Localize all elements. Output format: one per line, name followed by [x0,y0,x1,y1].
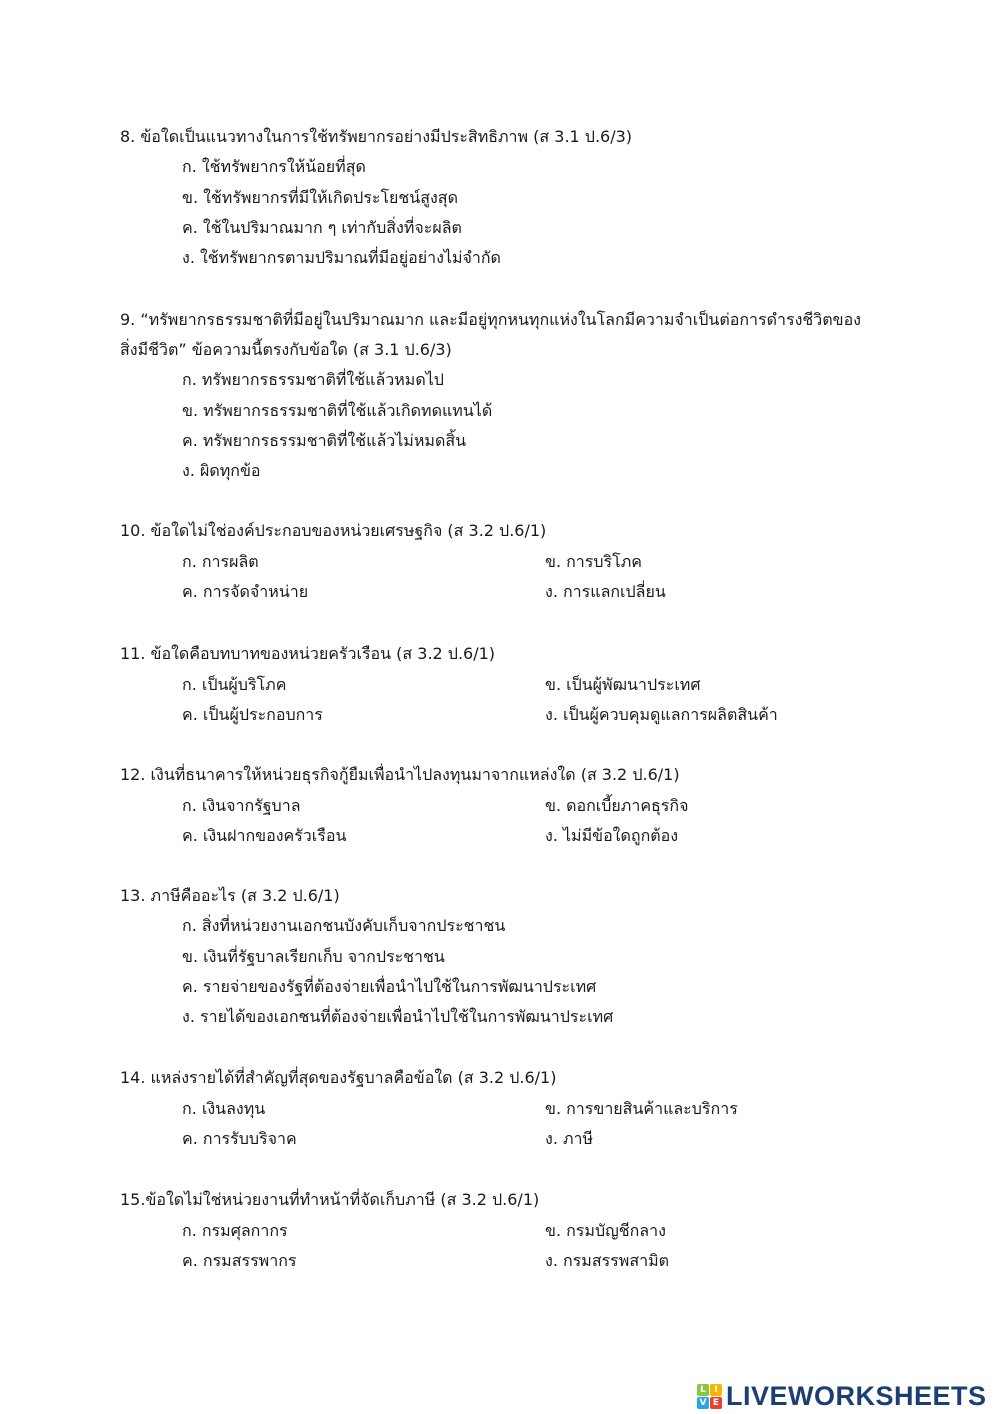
question-text: 10. ข้อใดไม่ใช่องค์ประกอบของหน่วยเศรษฐกิจ (ส 3.2 ป.6/1) [120,521,547,540]
question-text: 14. แหล่งรายได้ที่สำคัญที่สุดของรัฐบาลคือข้อใด (ส 3.2 ป.6/1) [120,1068,557,1087]
question-text: 11. ข้อใดคือบทบาทของหน่วยครัวเรือน (ส 3.2 ป.6/1) [120,644,496,663]
question-text: 13. ภาษีคืออะไร (ส 3.2 ป.6/1) [120,886,340,905]
answer-option: ค. เงินฝากของครัวเรือน [182,826,347,845]
answer-option: ง. รายได้ของเอกชนที่ต้องจ่ายเพื่อนำไปใช้ในการพัฒนาประเทศ [182,1007,614,1027]
answer-option: ก. สิ่งที่หน่วยงานเอกชนบังคับเก็บจากประชาชน [182,916,506,936]
liveworksheets-logo [697,1381,987,1412]
answer-option: ข. กรมบัญชีกลาง [545,1220,666,1240]
answer-option: ง. การแลกเปลี่ยน [545,582,666,601]
answer-option: ก. ใช้ทรัพยากรให้น้อยที่สุด [182,157,366,177]
answer-option: ง. ผิดทุกข้อ [182,461,261,481]
answer-option: ก. การผลิต [182,551,259,571]
badge-letter: I [710,1384,722,1396]
answer-option: ก. กรมศุลกากร [182,1220,288,1240]
answer-option: ก. เป็นผู้บริโภค [182,674,287,694]
question-text: 8. ข้อใดเป็นแนวทางในการใช้ทรัพยากรอย่างมีประสิทธิภาพ (ส 3.1 ป.6/3) [120,127,633,146]
question-text: 15.ข้อใดไม่ใช่หน่วยงานที่ทำหน้าที่จัดเก็บภาษี (ส 3.2 ป.6/1) [120,1190,540,1209]
answer-option: ค. การรับบริจาค [182,1129,297,1148]
answer-option: ค. กรมสรรพากร [182,1251,297,1270]
answer-option: ง. ภาษี [545,1129,594,1148]
question-text: 9. “ทรัพยากรธรรมชาติที่มีอยู่ในปริมาณมาก และมีอยู่ทุกหนทุกแห่งในโลกมีความจำเป็นต่อการดำรงชีวิตของ [120,310,861,329]
badge-letter: E [710,1397,722,1409]
answer-option: ข. เงินที่รัฐบาลเรียกเก็บ จากประชาชน [182,946,445,966]
answer-option: ง. กรมสรรพสามิต [545,1251,669,1270]
answer-option: ข. ดอกเบี้ยภาคธุรกิจ [545,795,689,815]
answer-option: ข. ทรัพยากรธรรมชาติที่ใช้แล้วเกิดทดแทนได้ [182,400,493,420]
answer-option: ค. รายจ่ายของรัฐที่ต้องจ่ายเพื่อนำไปใช้ในการพัฒนาประเทศ [182,976,597,996]
answer-option: ค. การจัดจำหน่าย [182,582,309,601]
answer-option: ข. การขายสินค้าและบริการ [545,1098,738,1118]
logo-text: LIVEWORKSHEETS [726,1381,987,1411]
answer-option: ค. ทรัพยากรธรรมชาติที่ใช้แล้วไม่หมดสิ้น [182,430,467,450]
live-badge-icon [697,1384,722,1409]
answer-option: ก. เงินลงทุน [182,1098,266,1118]
answer-option: ง. ใช้ทรัพยากรตามปริมาณที่มีอยู่อย่างไม่จำกัด [182,248,501,268]
question-text-continued: สิ่งมีชีวิต” ข้อความนี้ตรงกับข้อใด (ส 3.1 ป.6/3) [120,340,452,359]
answer-option: ข. ใช้ทรัพยากรที่มีให้เกิดประโยชน์สูงสุด [182,187,458,207]
answer-option: ข. เป็นผู้พัฒนาประเทศ [545,674,701,694]
answer-option: ค. ใช้ในปริมาณมาก ๆ เท่ากับสิ่งที่จะผลิต [182,217,462,237]
answer-option: ง. ไม่มีข้อใดถูกต้อง [545,826,679,845]
answer-option: ก. เงินจากรัฐบาล [182,795,301,815]
badge-letter: L [697,1384,709,1396]
question-text: 12. เงินที่ธนาคารให้หน่วยธุรกิจกู้ยืมเพื่อนำไปลงทุนมาจากแหล่งใด (ส 3.2 ป.6/1) [120,765,680,784]
answer-option: ง. เป็นผู้ควบคุมดูแลการผลิตสินค้า [545,705,778,724]
answer-option: ข. การบริโภค [545,551,642,571]
badge-letter: V [697,1397,709,1409]
answer-option: ก. ทรัพยากรธรรมชาติที่ใช้แล้วหมดไป [182,370,444,390]
answer-option: ค. เป็นผู้ประกอบการ [182,705,323,724]
